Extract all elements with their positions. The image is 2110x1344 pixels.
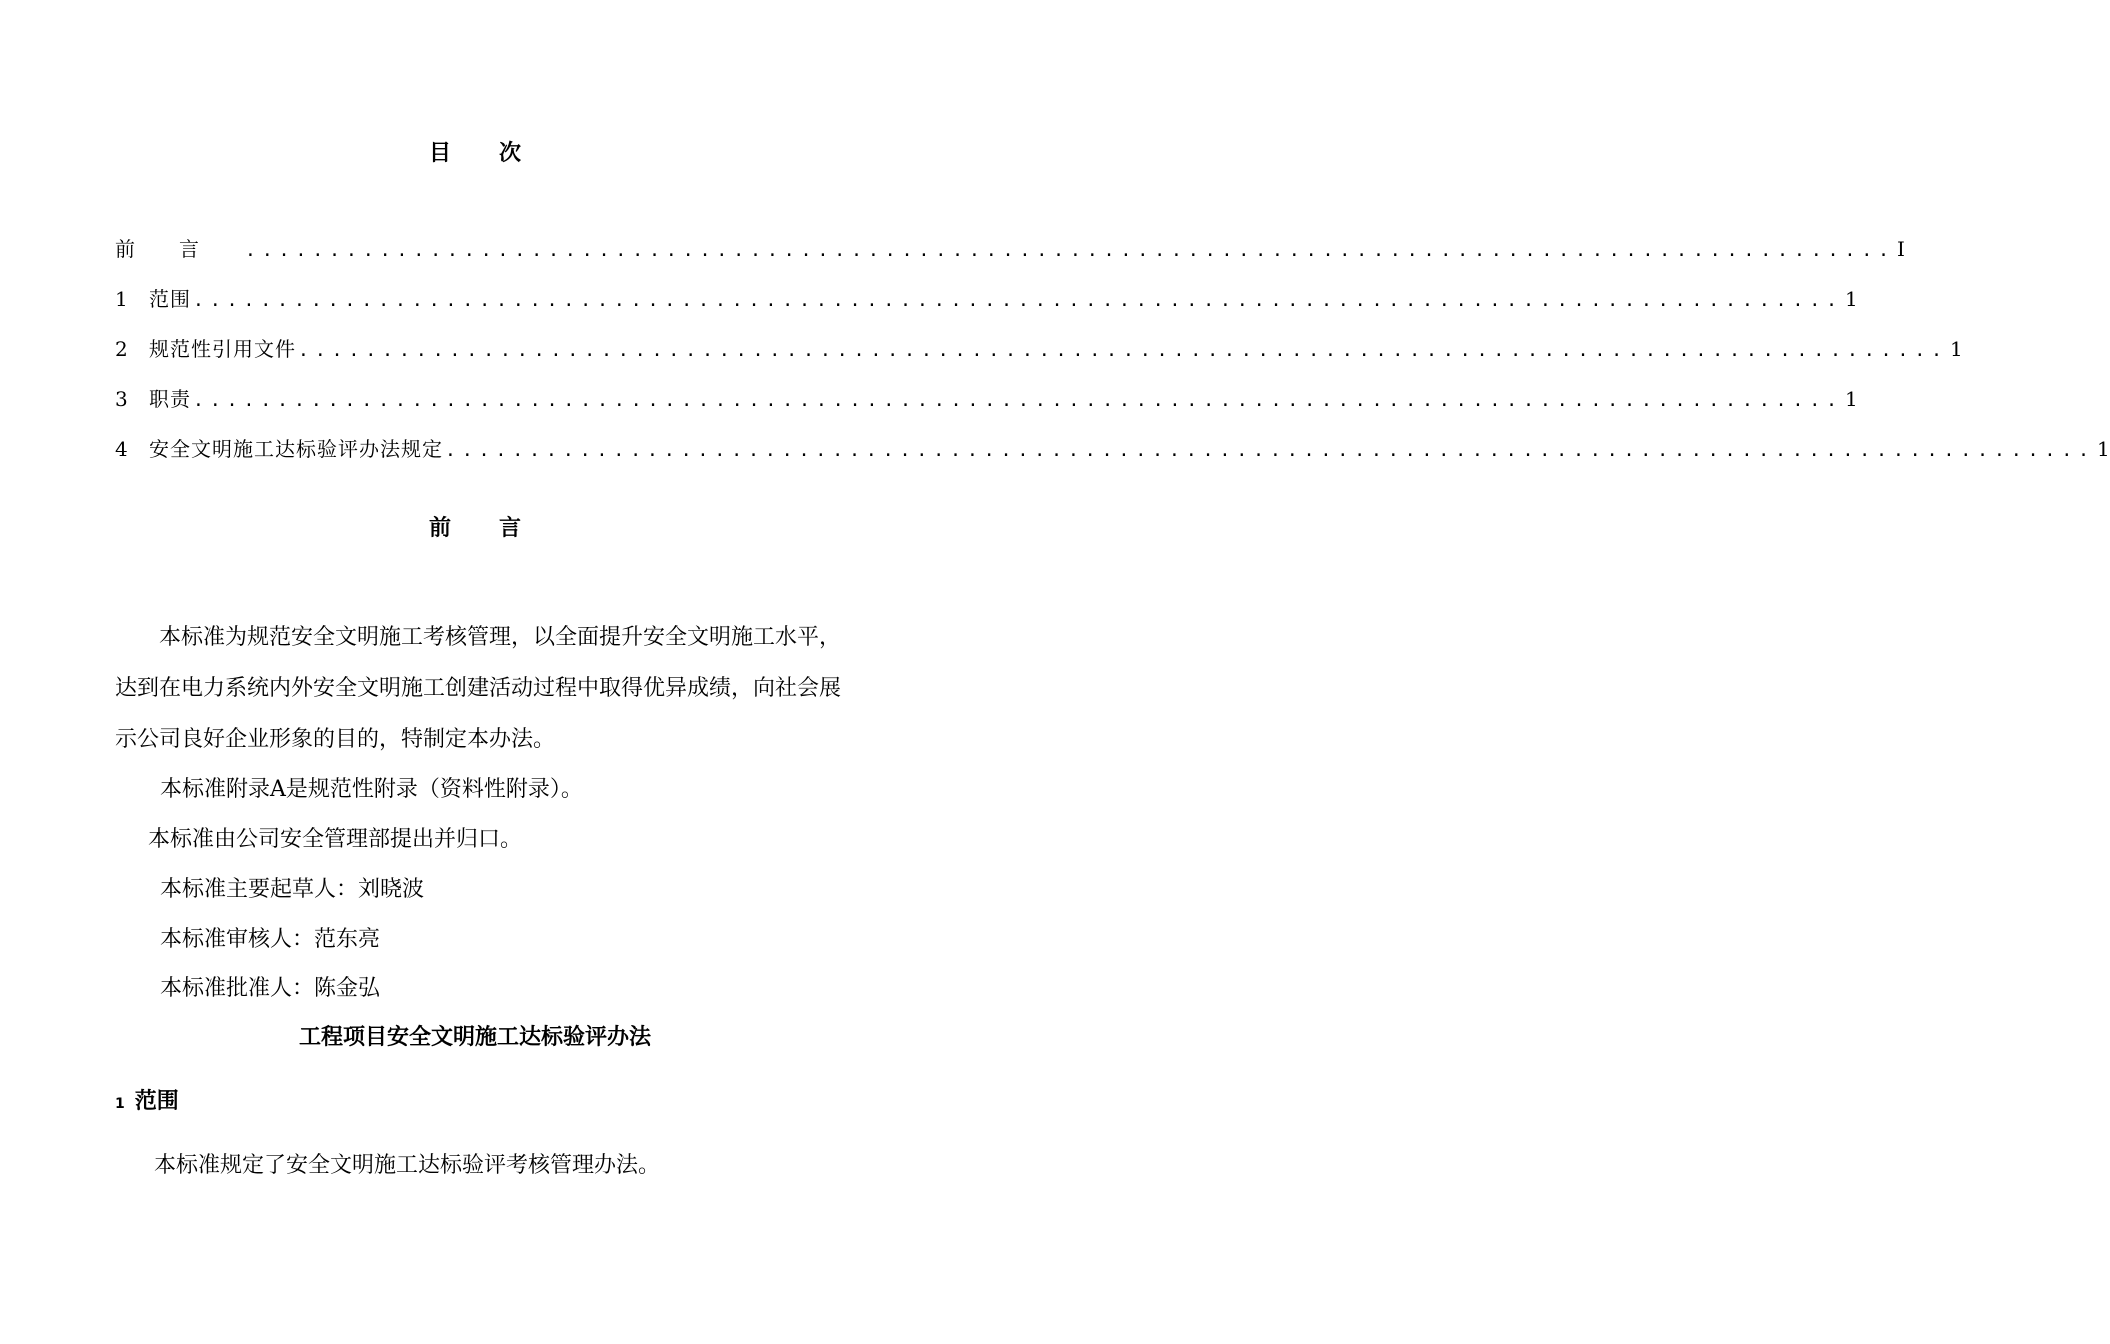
toc-entry-rules[interactable] bbox=[115, 433, 2110, 483]
toc-entry-page: 1 bbox=[1845, 287, 1858, 311]
toc-entry-label: 规范性引用文件 bbox=[149, 337, 296, 361]
document-title: 工程项目安全文明施工达标验评办法 bbox=[298, 1025, 651, 1050]
section-heading-scope bbox=[115, 1084, 179, 1115]
toc-entry-page: 1 bbox=[1845, 387, 1858, 411]
toc-entry-references[interactable] bbox=[115, 333, 1963, 383]
toc-leader-dots: .................................................................................................. bbox=[245, 240, 1896, 261]
toc-entry-label: 职责 bbox=[149, 387, 191, 411]
foreword-line-approver: 本标准批准人：陈金弘 bbox=[160, 976, 381, 1001]
toc-entry-label: 前言 bbox=[115, 237, 243, 261]
toc-entry-label: 安全文明施工达标验评办法规定 bbox=[149, 437, 443, 461]
toc-leader-dots: .................................................................................................. bbox=[193, 390, 1844, 411]
foreword-paragraph: 本标准为规范安全文明施工考核管理，以全面提升安全文明施工水平，达到在电力系统内外安全文明施工创建活动过程中取得优异成绩，向社会展示公司良好企业形象的目的，特制定本办法。 bbox=[115, 625, 842, 752]
toc-entry-page: 1 bbox=[2097, 437, 2110, 461]
table-of-contents bbox=[115, 233, 2110, 483]
section-title: 范围 bbox=[134, 1089, 179, 1114]
toc-entry-page: 1 bbox=[1950, 337, 1963, 361]
section-scope-text: 本标准规定了安全文明施工达标验评考核管理办法。 bbox=[154, 1153, 661, 1178]
toc-entry-number: 1 bbox=[115, 287, 128, 311]
toc-entry-foreword[interactable] bbox=[115, 233, 1905, 283]
section-number: 1 bbox=[115, 1096, 125, 1112]
toc-leader-dots: .................................................................................................. bbox=[193, 290, 1844, 311]
foreword-line-reviewer: 本标准审核人：范东亮 bbox=[160, 927, 381, 952]
toc-entry-duties[interactable] bbox=[115, 383, 1858, 433]
foreword-title: 前言 bbox=[428, 516, 569, 541]
toc-entry-scope[interactable] bbox=[115, 283, 1858, 333]
toc-leader-dots: .................................................................................................. bbox=[445, 440, 2096, 461]
foreword-line-appendix: 本标准附录A是规范性附录（资料性附录）。 bbox=[160, 777, 583, 802]
toc-entry-number: 3 bbox=[115, 387, 128, 411]
toc-entry-number: 2 bbox=[115, 337, 128, 361]
toc-entry-page: I bbox=[1897, 237, 1905, 261]
foreword-line-proposer: 本标准由公司安全管理部提出并归口。 bbox=[148, 827, 523, 852]
toc-title: 目次 bbox=[428, 141, 569, 166]
foreword-line-drafter: 本标准主要起草人：刘晓波 bbox=[160, 877, 425, 902]
toc-entry-number: 4 bbox=[115, 437, 128, 461]
toc-leader-dots: .................................................................................................. bbox=[298, 340, 1949, 361]
toc-entry-label: 范围 bbox=[149, 287, 191, 311]
